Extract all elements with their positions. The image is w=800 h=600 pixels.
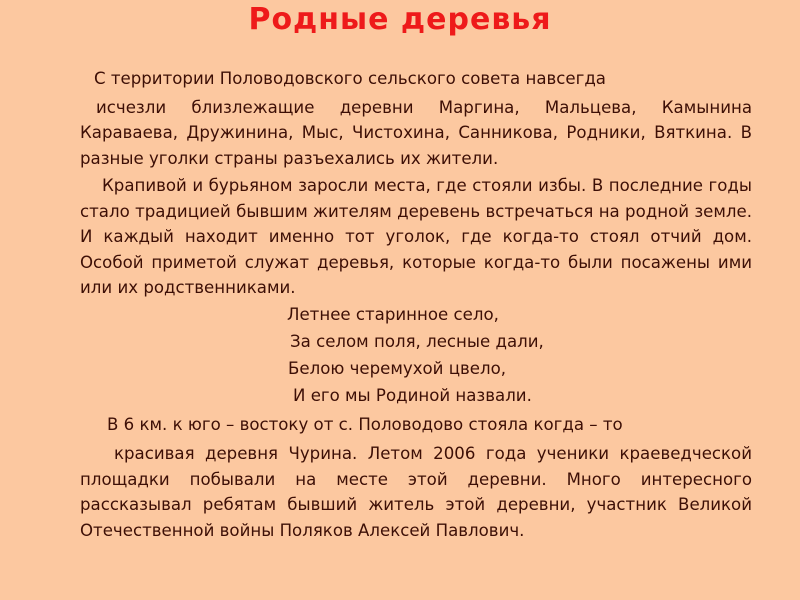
paragraph-3-first-line: В 6 км. к юго – востоку от с. Половодово стояла когда – то bbox=[107, 414, 623, 434]
paragraph-1-text: исчезли близлежащие деревни Маргина, Мальцева, Камынина Караваева, Дружинина, Мыс, Чистохина, Санникова, Родники, Вяткина. В разные уголки страны разъехались их жители. bbox=[80, 97, 752, 168]
poem-line: Белою черемухой цвело, bbox=[288, 358, 507, 378]
paragraph-3-text: красивая деревня Чурина. Летом 2006 года ученики краеведческой площадки побывали на месте этой деревни. Много интересного рассказывал ребятам бывший житель этой деревни, участник Великой Отечественной войны Поляков Алексей Павлович. bbox=[80, 444, 752, 540]
slide-title: Родные деревья bbox=[248, 2, 552, 37]
poem bbox=[80, 301, 752, 409]
poem-line: Летнее старинное село, bbox=[287, 304, 499, 324]
paragraph-2-text: Крапивой и бурьяном заросли места, где стояли избы. В последние годы стало традицией бывшим жителям деревень встречаться на родной земле. И каждый находит именно тот уголок, где когда-то стоял отчий дом. Особой приметой служат деревья, которые когда-то были посажены ими или их родственниками. bbox=[80, 176, 752, 297]
poem-line: За селом поля, лесные дали, bbox=[290, 331, 544, 351]
paragraph-1-first-line: С территории Половодовского сельского совета навсегда bbox=[94, 69, 606, 88]
poem-line: И его мы Родиной назвали. bbox=[293, 385, 532, 405]
slide-body bbox=[80, 66, 752, 543]
